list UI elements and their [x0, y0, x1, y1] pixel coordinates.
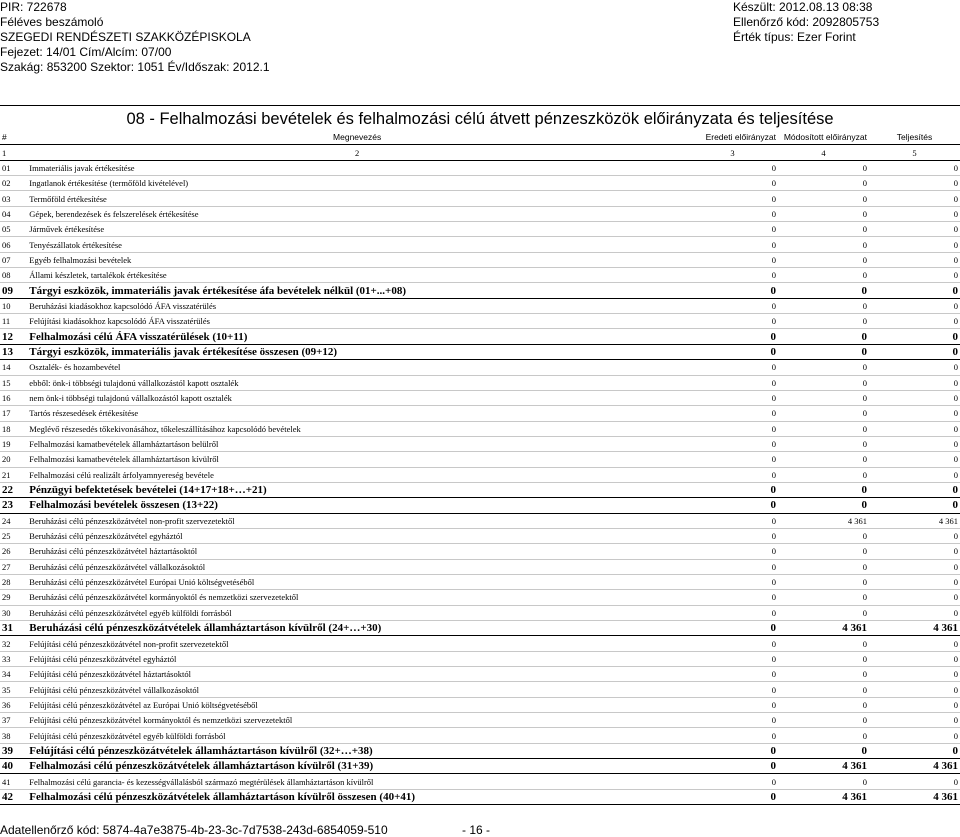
- row-number: 13: [0, 344, 27, 359]
- table-row: [0, 621, 960, 636]
- modified-value: 0: [778, 375, 869, 390]
- original-value: 0: [687, 621, 778, 636]
- row-label: Felújítási célú pénzeszközátvételek államháztartáson kívülről (32+…+38): [27, 743, 687, 758]
- original-value: 0: [687, 314, 778, 329]
- performance-value: 4 361: [869, 789, 960, 804]
- table-row: [0, 697, 960, 712]
- original-value: 0: [687, 283, 778, 298]
- original-value: 0: [687, 268, 778, 283]
- row-label: Immateriális javak értékesítése: [27, 160, 687, 175]
- row-number: 07: [0, 252, 27, 267]
- performance-value: 0: [869, 176, 960, 191]
- modified-value: 0: [778, 421, 869, 436]
- page-title: 08 - Felhalmozási bevételek és felhalmozási célú átvett pénzeszközök előirányzata és teljesítése: [0, 105, 960, 130]
- row-label: Felújítási célú pénzeszközátvétel háztartásoktól: [27, 667, 687, 682]
- row-label: Felújítási célú pénzeszközátvétel egyéb külföldi forrásból: [27, 728, 687, 743]
- original-value: 0: [687, 682, 778, 697]
- modified-value: 0: [778, 268, 869, 283]
- row-label: Felújítási célú pénzeszközátvétel kormányoktól és nemzetközi szervezetektől: [27, 713, 687, 728]
- row-label: nem önk-i többségi tulajdonú vállalkozástól kapott osztalék: [27, 390, 687, 405]
- original-value: 0: [687, 452, 778, 467]
- original-value: 0: [687, 421, 778, 436]
- created-date: Készült: 2012.08.13 08:38: [733, 0, 873, 14]
- table-row: [0, 743, 960, 758]
- column-header-row: [0, 130, 960, 145]
- column-number: 4: [778, 145, 869, 160]
- row-label: Felújítási célú pénzeszközátvétel az Európai Unió költségvetéséből: [27, 697, 687, 712]
- row-number: 10: [0, 298, 27, 313]
- row-number: 21: [0, 467, 27, 482]
- modified-value: 0: [778, 191, 869, 206]
- performance-value: 0: [869, 728, 960, 743]
- sector-info: Szakág: 853200 Szektor: 1051 Év/Időszak: 2012.1: [0, 60, 270, 74]
- modified-value: 0: [778, 390, 869, 405]
- row-label: Beruházási célú pénzeszközátvételek államháztartáson kívülről (24+…+30): [27, 621, 687, 636]
- row-number: 05: [0, 222, 27, 237]
- performance-value: 0: [869, 191, 960, 206]
- row-number: 12: [0, 329, 27, 344]
- modified-value: 0: [778, 360, 869, 375]
- table-row: [0, 590, 960, 605]
- pir-number: PIR: 722678: [0, 0, 67, 14]
- row-number: 40: [0, 759, 27, 774]
- row-label: Tárgyi eszközök, immateriális javak értékesítése áfa bevételek nélkül (01+...+08): [27, 283, 687, 298]
- performance-value: 0: [869, 697, 960, 712]
- row-label: Felhalmozási célú pénzeszközátvételek államháztartáson kívülről összesen (40+41): [27, 789, 687, 804]
- original-value: 0: [687, 697, 778, 712]
- table-row: [0, 636, 960, 651]
- row-number: 42: [0, 789, 27, 804]
- row-number: 16: [0, 390, 27, 405]
- chapter-info: Fejezet: 14/01 Cím/Alcím: 07/00: [0, 45, 172, 59]
- original-value: 0: [687, 390, 778, 405]
- performance-value: 0: [869, 667, 960, 682]
- modified-value: 0: [778, 283, 869, 298]
- row-label: Ingatlanok értékesítése (termőföld kivételével): [27, 176, 687, 191]
- table-row: [0, 191, 960, 206]
- performance-value: 0: [869, 436, 960, 451]
- modified-value: 4 361: [778, 621, 869, 636]
- original-value: 0: [687, 559, 778, 574]
- original-value: 0: [687, 605, 778, 620]
- modified-value: 4 361: [778, 789, 869, 804]
- row-label: Tárgyi eszközök, immateriális javak értékesítése összesen (09+12): [27, 344, 687, 359]
- column-number: 5: [869, 145, 960, 160]
- row-number: 32: [0, 636, 27, 651]
- row-label: Beruházási kiadásokhoz kapcsolódó ÁFA visszatérülés: [27, 298, 687, 313]
- performance-value: 0: [869, 237, 960, 252]
- modified-value: 0: [778, 160, 869, 175]
- row-label: ebből: önk-i többségi tulajdonú vállalkozástól kapott osztalék: [27, 375, 687, 390]
- modified-value: 0: [778, 329, 869, 344]
- table-row: [0, 605, 960, 620]
- row-number: 14: [0, 360, 27, 375]
- original-value: 0: [687, 713, 778, 728]
- row-label: Beruházási célú pénzeszközátvétel vállalkozásoktól: [27, 559, 687, 574]
- report-header-left: [0, 0, 270, 75]
- modified-value: 0: [778, 636, 869, 651]
- modified-value: 0: [778, 436, 869, 451]
- column-header-modified: Módosított előirányzat: [778, 130, 869, 145]
- performance-value: 0: [869, 375, 960, 390]
- modified-value: 0: [778, 774, 869, 789]
- original-value: 0: [687, 176, 778, 191]
- performance-value: 0: [869, 498, 960, 513]
- performance-value: 0: [869, 314, 960, 329]
- row-label: Felhalmozási célú garancia- és kezességvállalásból származó megtérülések államháztartáson kívülről: [27, 774, 687, 789]
- performance-value: 0: [869, 682, 960, 697]
- row-number: 15: [0, 375, 27, 390]
- row-label: Felújítási célú pénzeszközátvétel egyháztól: [27, 651, 687, 666]
- row-number: 26: [0, 544, 27, 559]
- performance-value: 0: [869, 452, 960, 467]
- column-number: 2: [27, 145, 687, 160]
- performance-value: 0: [869, 222, 960, 237]
- row-label: Felújítási célú pénzeszközátvétel non-profit szervezetektől: [27, 636, 687, 651]
- row-number: 18: [0, 421, 27, 436]
- table-row: [0, 344, 960, 359]
- modified-value: 0: [778, 498, 869, 513]
- row-label: Beruházási célú pénzeszközátvétel Európai Unió költségvetéséből: [27, 574, 687, 589]
- table-row: [0, 544, 960, 559]
- performance-value: 0: [869, 268, 960, 283]
- performance-value: 0: [869, 344, 960, 359]
- row-number: 02: [0, 176, 27, 191]
- table-row: [0, 574, 960, 589]
- original-value: 0: [687, 759, 778, 774]
- row-number: 34: [0, 667, 27, 682]
- performance-value: 0: [869, 743, 960, 758]
- modified-value: 0: [778, 298, 869, 313]
- row-number: 27: [0, 559, 27, 574]
- row-label: Felhalmozási bevételek összesen (13+22): [27, 498, 687, 513]
- original-value: 0: [687, 636, 778, 651]
- modified-value: 0: [778, 697, 869, 712]
- performance-value: 0: [869, 298, 960, 313]
- performance-value: 0: [869, 651, 960, 666]
- row-number: 09: [0, 283, 27, 298]
- table-row: [0, 314, 960, 329]
- performance-value: 4 361: [869, 621, 960, 636]
- appropriation-table: [0, 130, 960, 805]
- original-value: 0: [687, 482, 778, 497]
- footer-check-code: Adatellenőrző kód: 5874-4a7e3875-4b-23-3c-7d7538-243d-6854059-510: [0, 823, 388, 837]
- performance-value: 0: [869, 574, 960, 589]
- modified-value: 0: [778, 452, 869, 467]
- original-value: 0: [687, 344, 778, 359]
- row-number: 28: [0, 574, 27, 589]
- row-label: Állami készletek, tartalékok értékesítése: [27, 268, 687, 283]
- column-number: 3: [687, 145, 778, 160]
- modified-value: 0: [778, 590, 869, 605]
- column-header-number: #: [0, 130, 27, 145]
- table-row: [0, 206, 960, 221]
- row-label: Pénzügyi befektetések bevételei (14+17+18+…+21): [27, 482, 687, 497]
- row-label: Beruházási célú pénzeszközátvétel háztartásoktól: [27, 544, 687, 559]
- table-row: [0, 498, 960, 513]
- row-label: Gépek, berendezések és felszerelések értékesítése: [27, 206, 687, 221]
- row-label: Beruházási célú pénzeszközátvétel non-profit szervezetektől: [27, 513, 687, 528]
- modified-value: 0: [778, 344, 869, 359]
- table-row: [0, 298, 960, 313]
- performance-value: 0: [869, 390, 960, 405]
- row-number: 33: [0, 651, 27, 666]
- row-label: Beruházási célú pénzeszközátvétel egyháztól: [27, 528, 687, 543]
- performance-value: 4 361: [869, 513, 960, 528]
- row-label: Osztalék- és hozambevétel: [27, 360, 687, 375]
- table-row: [0, 252, 960, 267]
- modified-value: 0: [778, 713, 869, 728]
- modified-value: 0: [778, 176, 869, 191]
- table-row: [0, 667, 960, 682]
- performance-value: 0: [869, 544, 960, 559]
- row-label: Felújítási kiadásokhoz kapcsolódó ÁFA visszatérülés: [27, 314, 687, 329]
- row-number: 19: [0, 436, 27, 451]
- original-value: 0: [687, 667, 778, 682]
- row-label: Beruházási célú pénzeszközátvétel kormányoktól és nemzetközi szervezetektől: [27, 590, 687, 605]
- table-row: [0, 176, 960, 191]
- row-number: 08: [0, 268, 27, 283]
- original-value: 0: [687, 528, 778, 543]
- original-value: 0: [687, 252, 778, 267]
- row-number: 23: [0, 498, 27, 513]
- modified-value: 4 361: [778, 513, 869, 528]
- table-row: [0, 528, 960, 543]
- row-number: 25: [0, 528, 27, 543]
- performance-value: 0: [869, 636, 960, 651]
- row-number: 04: [0, 206, 27, 221]
- performance-value: 0: [869, 528, 960, 543]
- modified-value: 0: [778, 743, 869, 758]
- column-number: 1: [0, 145, 27, 160]
- performance-value: 4 361: [869, 759, 960, 774]
- table-row: [0, 713, 960, 728]
- row-label: Felhalmozási kamatbevételek államháztartáson kívülről: [27, 452, 687, 467]
- row-number: 03: [0, 191, 27, 206]
- table-row: [0, 160, 960, 175]
- performance-value: 0: [869, 605, 960, 620]
- row-number: 38: [0, 728, 27, 743]
- table-row: [0, 375, 960, 390]
- row-number: 01: [0, 160, 27, 175]
- modified-value: 0: [778, 314, 869, 329]
- table-row: [0, 513, 960, 528]
- original-value: 0: [687, 467, 778, 482]
- original-value: 0: [687, 298, 778, 313]
- row-number: 35: [0, 682, 27, 697]
- performance-value: 0: [869, 406, 960, 421]
- page-number: - 16 -: [462, 823, 491, 837]
- modified-value: 0: [778, 482, 869, 497]
- modified-value: 0: [778, 651, 869, 666]
- row-number: 24: [0, 513, 27, 528]
- row-label: Tenyészállatok értékesítése: [27, 237, 687, 252]
- institution-name: SZEGEDI RENDÉSZETI SZAKKÖZÉPISKOLA: [0, 30, 251, 44]
- table-row: [0, 789, 960, 804]
- table-row: [0, 774, 960, 789]
- row-label: Termőföld értékesítése: [27, 191, 687, 206]
- table-row: [0, 759, 960, 774]
- performance-value: 0: [869, 713, 960, 728]
- original-value: 0: [687, 743, 778, 758]
- row-number: 37: [0, 713, 27, 728]
- table-row: [0, 390, 960, 405]
- table-row: [0, 268, 960, 283]
- original-value: 0: [687, 651, 778, 666]
- original-value: 0: [687, 544, 778, 559]
- performance-value: 0: [869, 160, 960, 175]
- original-value: 0: [687, 574, 778, 589]
- original-value: 0: [687, 498, 778, 513]
- modified-value: 0: [778, 222, 869, 237]
- row-label: Felhalmozási célú realizált árfolyamnyereség bevétele: [27, 467, 687, 482]
- table-row: [0, 436, 960, 451]
- row-number: 39: [0, 743, 27, 758]
- table-row: [0, 728, 960, 743]
- row-label: Tartós részesedések értékesítése: [27, 406, 687, 421]
- modified-value: 0: [778, 406, 869, 421]
- row-number: 20: [0, 452, 27, 467]
- table-row: [0, 406, 960, 421]
- table-row: [0, 467, 960, 482]
- table-row: [0, 452, 960, 467]
- table-row: [0, 283, 960, 298]
- column-number-row: [0, 145, 960, 160]
- table-row: [0, 329, 960, 344]
- table-row: [0, 360, 960, 375]
- original-value: 0: [687, 789, 778, 804]
- row-label: Egyéb felhalmozási bevételek: [27, 252, 687, 267]
- original-value: 0: [687, 237, 778, 252]
- original-value: 0: [687, 406, 778, 421]
- modified-value: 0: [778, 728, 869, 743]
- row-label: Felhalmozási kamatbevételek államháztartáson belülről: [27, 436, 687, 451]
- modified-value: 0: [778, 559, 869, 574]
- performance-value: 0: [869, 590, 960, 605]
- performance-value: 0: [869, 482, 960, 497]
- row-label: Felhalmozási célú ÁFA visszatérülések (10+11): [27, 329, 687, 344]
- original-value: 0: [687, 513, 778, 528]
- row-number: 30: [0, 605, 27, 620]
- column-header-name: Megnevezés: [27, 130, 687, 145]
- table-row: [0, 482, 960, 497]
- table-row: [0, 559, 960, 574]
- original-value: 0: [687, 329, 778, 344]
- original-value: 0: [687, 222, 778, 237]
- check-code: Ellenőrző kód: 2092805753: [733, 15, 880, 29]
- table-row: [0, 651, 960, 666]
- performance-value: 0: [869, 774, 960, 789]
- original-value: 0: [687, 728, 778, 743]
- original-value: 0: [687, 774, 778, 789]
- performance-value: 0: [869, 421, 960, 436]
- modified-value: 0: [778, 682, 869, 697]
- row-number: 41: [0, 774, 27, 789]
- report-header-right: [733, 0, 879, 45]
- modified-value: 0: [778, 467, 869, 482]
- row-label: Felhalmozási célú pénzeszközátvételek államháztartáson kívülről (31+39): [27, 759, 687, 774]
- row-number: 36: [0, 697, 27, 712]
- original-value: 0: [687, 436, 778, 451]
- original-value: 0: [687, 191, 778, 206]
- modified-value: 0: [778, 206, 869, 221]
- table-row: [0, 421, 960, 436]
- performance-value: 0: [869, 252, 960, 267]
- row-label: Meglévő részesedés tőkekivonásához, tőkeleszállításához kapcsolódó bevételek: [27, 421, 687, 436]
- original-value: 0: [687, 360, 778, 375]
- table-row: [0, 222, 960, 237]
- modified-value: 0: [778, 667, 869, 682]
- modified-value: 0: [778, 237, 869, 252]
- row-number: 06: [0, 237, 27, 252]
- row-label: Beruházási célú pénzeszközátvétel egyéb külföldi forrásból: [27, 605, 687, 620]
- report-type: Féléves beszámoló: [0, 15, 104, 29]
- row-label: Felújítási célú pénzeszközátvétel vállalkozásoktól: [27, 682, 687, 697]
- table-row: [0, 237, 960, 252]
- table-row: [0, 682, 960, 697]
- performance-value: 0: [869, 467, 960, 482]
- performance-value: 0: [869, 283, 960, 298]
- modified-value: 0: [778, 605, 869, 620]
- modified-value: 0: [778, 528, 869, 543]
- modified-value: 4 361: [778, 759, 869, 774]
- original-value: 0: [687, 590, 778, 605]
- row-number: 22: [0, 482, 27, 497]
- modified-value: 0: [778, 574, 869, 589]
- original-value: 0: [687, 206, 778, 221]
- performance-value: 0: [869, 329, 960, 344]
- column-header-original: Eredeti előirányzat: [687, 130, 778, 145]
- row-number: 11: [0, 314, 27, 329]
- row-label: Járművek értékesítése: [27, 222, 687, 237]
- row-number: 31: [0, 621, 27, 636]
- modified-value: 0: [778, 544, 869, 559]
- original-value: 0: [687, 160, 778, 175]
- value-type: Érték típus: Ezer Forint: [733, 30, 856, 44]
- column-header-performance: Teljesítés: [869, 130, 960, 145]
- performance-value: 0: [869, 559, 960, 574]
- modified-value: 0: [778, 252, 869, 267]
- row-number: 17: [0, 406, 27, 421]
- performance-value: 0: [869, 360, 960, 375]
- performance-value: 0: [869, 206, 960, 221]
- original-value: 0: [687, 375, 778, 390]
- row-number: 29: [0, 590, 27, 605]
